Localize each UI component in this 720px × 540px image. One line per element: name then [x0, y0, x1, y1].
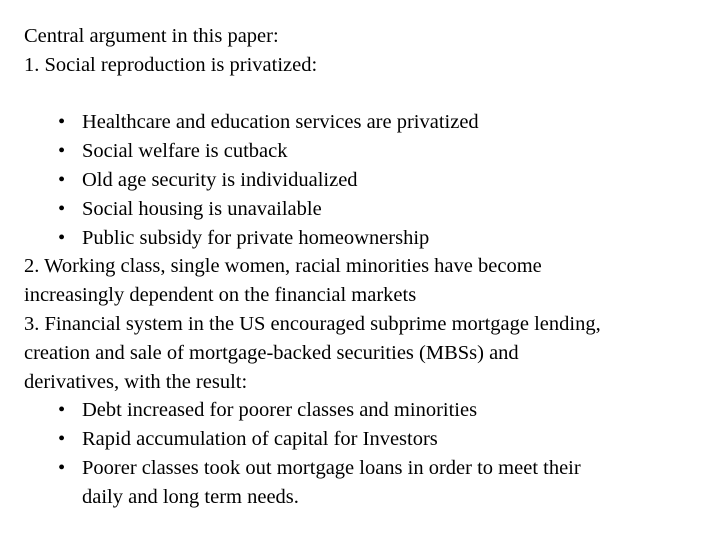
slide-body: [24, 22, 714, 512]
point-3-line-2: creation and sale of mortgage-backed securities (MBSs) and: [24, 341, 519, 364]
point-3-line-1: 3. Financial system in the US encouraged subprime mortgage lending,: [24, 312, 601, 335]
list-item: [24, 425, 714, 454]
list-item-text: Old age security is individualized: [82, 168, 358, 191]
list-item: [24, 195, 714, 224]
spacer: [24, 80, 714, 109]
list-item-text: Social housing is unavailable: [82, 197, 322, 220]
point-1-bullets: [24, 108, 714, 252]
list-item: [24, 454, 714, 512]
list-item-text: Public subsidy for private homeownership: [82, 226, 430, 249]
list-item: [24, 137, 714, 166]
list-item-text: Social welfare is cutback: [82, 140, 288, 163]
list-item-text: Healthcare and education services are privatized: [82, 111, 479, 134]
list-item-text: Rapid accumulation of capital for Investors: [82, 428, 438, 451]
bullet-icon: •: [58, 456, 66, 479]
list-item: [24, 224, 714, 253]
list-item: [24, 396, 714, 425]
bullet-icon: •: [58, 140, 66, 163]
heading: Central argument in this paper:: [24, 25, 279, 47]
point-2-line-2: increasingly dependent on the financial markets: [24, 284, 417, 307]
point-1: 1. Social reproduction is privatized:: [24, 53, 318, 76]
list-item: [24, 108, 714, 137]
bullet-icon: •: [58, 111, 66, 134]
bullet-icon: •: [58, 226, 66, 249]
bullet-icon: •: [58, 399, 66, 422]
list-item-text: Debt increased for poorer classes and minorities: [82, 399, 478, 422]
bullet-icon: •: [58, 197, 66, 220]
bullet-icon: •: [58, 168, 66, 191]
list-item-text-line-2: daily and long term needs.: [82, 485, 299, 508]
point-2-line-1: 2. Working class, single women, racial minorities have become: [24, 255, 542, 278]
list-item: [24, 166, 714, 195]
point-3-line-3: derivatives, with the result:: [24, 370, 248, 393]
bullet-icon: •: [58, 428, 66, 451]
list-item-text-line-1: Poorer classes took out mortgage loans in order to meet their: [82, 456, 581, 479]
point-3-bullets: [24, 396, 714, 511]
